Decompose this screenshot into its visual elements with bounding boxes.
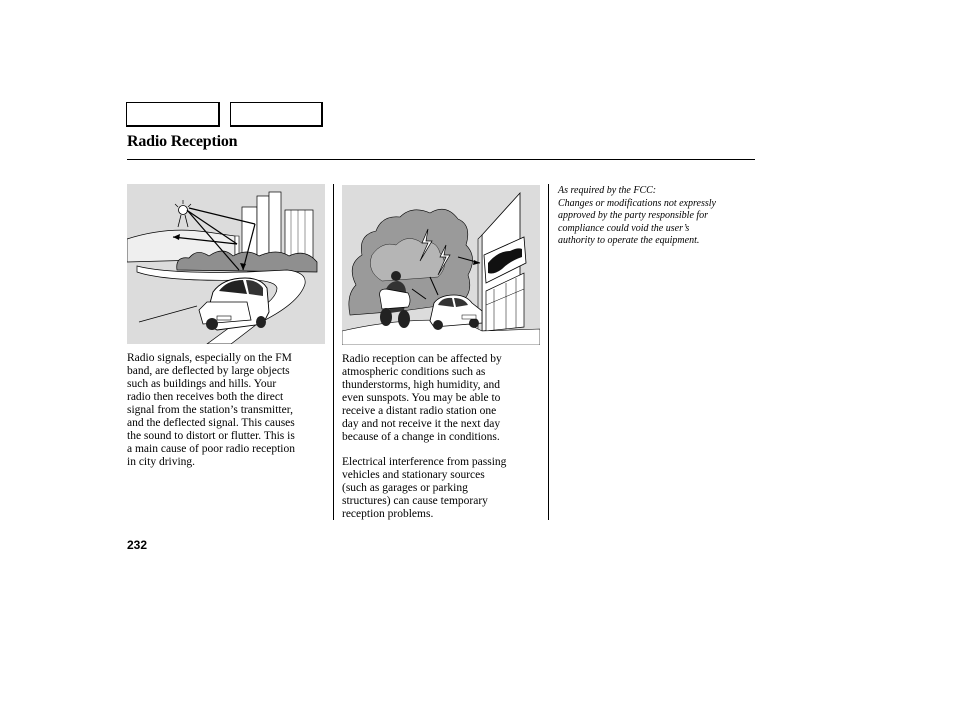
atmospheric-interference-drawing xyxy=(342,185,540,345)
signal-deflection-drawing xyxy=(127,184,325,344)
atmospheric-paragraph: Radio reception can be affected by atmospheric conditions such as thunderstorms, high humidity, and even sunspots. You may be able to receive a distant radio station one day and not receive it the next day because of a change in conditions. xyxy=(342,353,502,443)
page-number: 232 xyxy=(127,538,148,552)
radio-signal-deflection-icon xyxy=(127,184,325,344)
column-divider xyxy=(333,184,334,520)
deflection-paragraph: Radio signals, especially on the FM band, are deflected by large objects such as buildings and hills. Your radio then receives both the direct signal from the station’s transmitter, and the deflected signal. This causes the sound to distort or flutter. This is a main cause of poor radio reception in city driving. xyxy=(127,352,295,468)
page-title: Radio Reception xyxy=(127,133,238,150)
atmospheric-interference-icon xyxy=(342,185,540,345)
interference-paragraph: Electrical interference from passing vehicles and stationary sources (such as garages or parking structures) can cause temporary reception problems. xyxy=(342,456,507,520)
fcc-notice: As required by the FCC: Changes or modifications not expressly approved by the party responsible for compliance could void the user’s authority to operate the equipment. xyxy=(558,185,716,247)
section-tab-2 xyxy=(230,102,323,127)
title-rule xyxy=(127,159,755,160)
column-divider xyxy=(548,184,549,520)
section-tab-1 xyxy=(126,102,220,127)
